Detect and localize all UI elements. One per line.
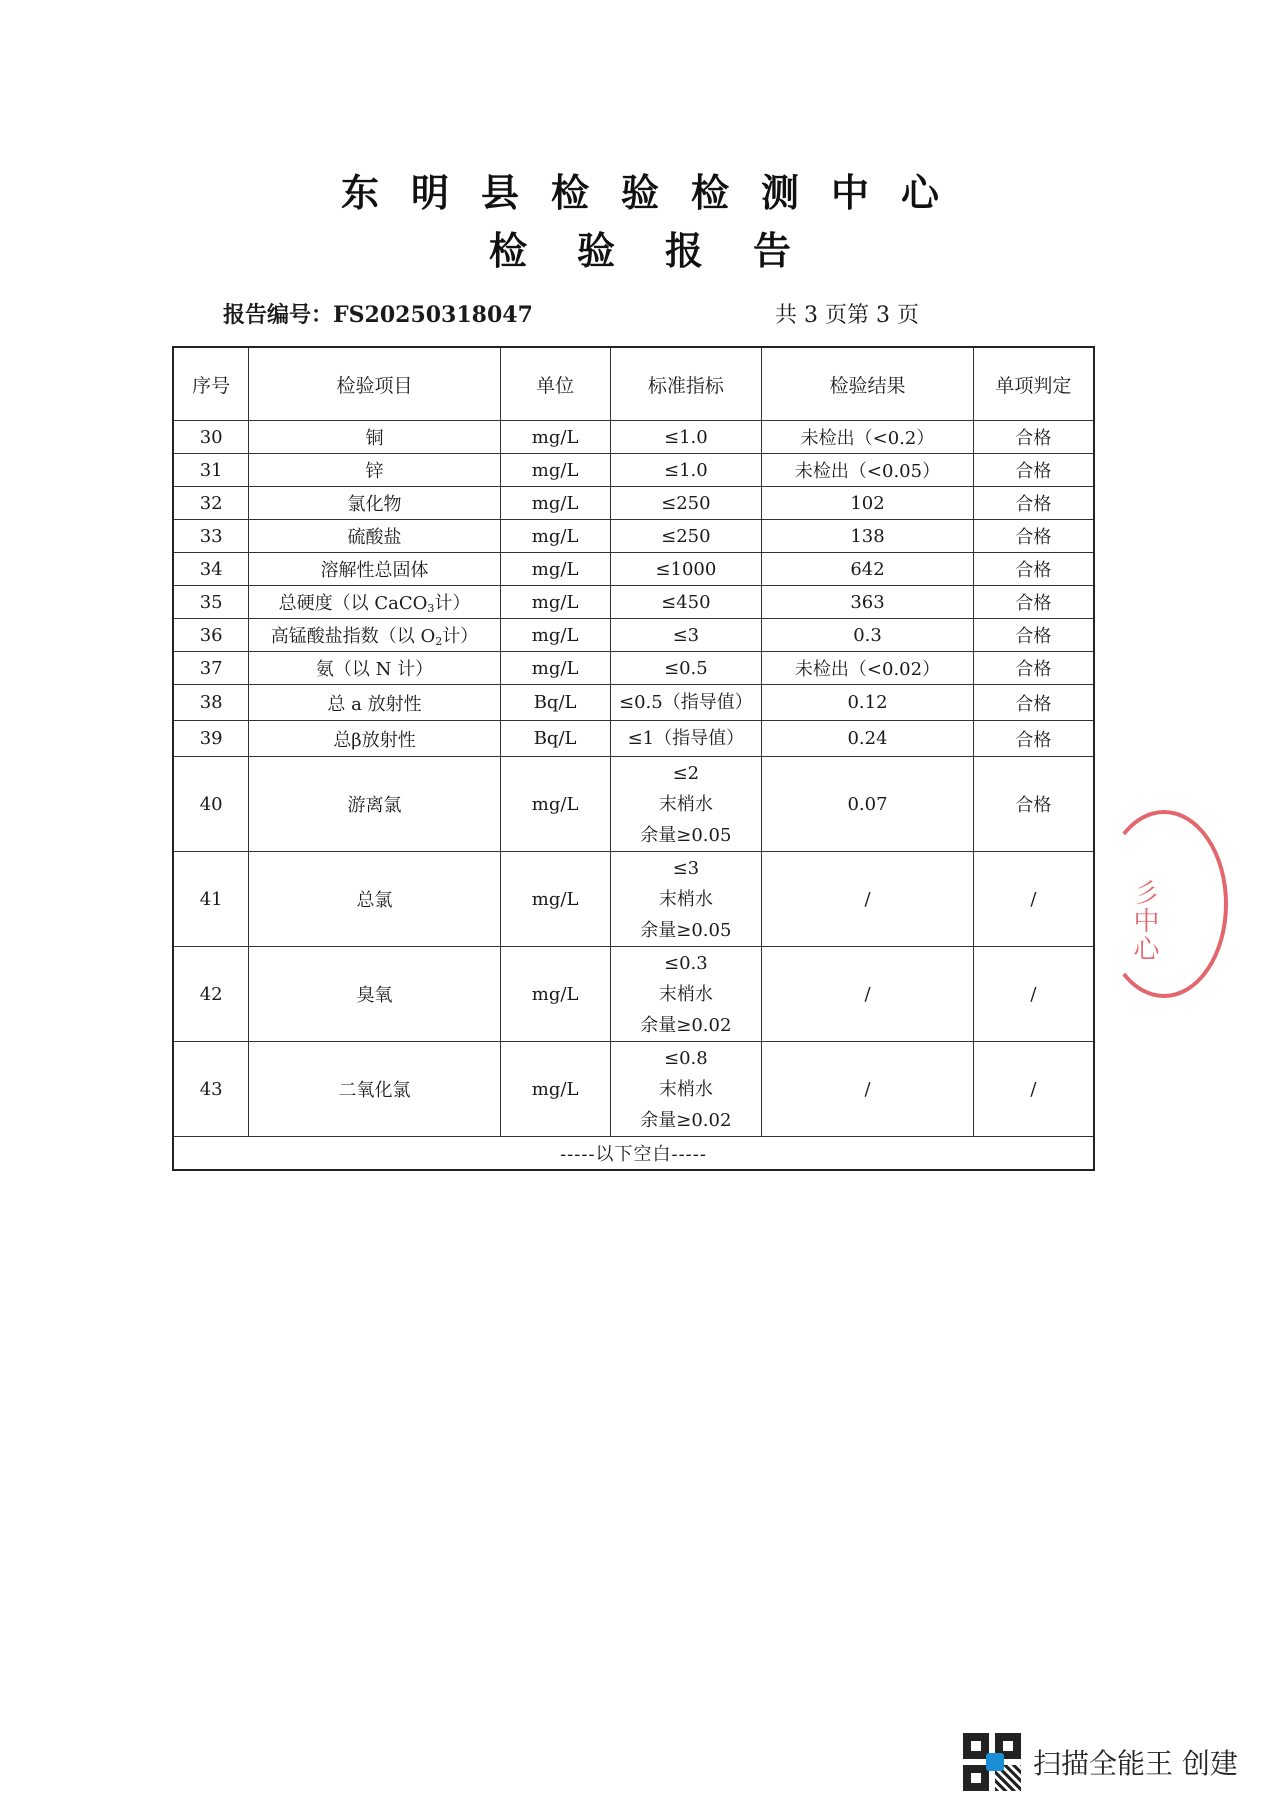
standard-line: ≤0.3 [663, 952, 708, 974]
row-number: 38 [173, 685, 249, 721]
verdict: 合格 [973, 487, 1094, 520]
table-row [173, 454, 1094, 487]
unit: mg/L [500, 757, 610, 852]
report-title: 检验报告 [488, 228, 841, 273]
test-result: / [762, 1042, 974, 1137]
verdict: 合格 [973, 721, 1094, 757]
standard-limit [610, 619, 762, 652]
standard-line: 余量≥0.05 [640, 919, 732, 941]
test-item-name: 氯化物 [347, 494, 402, 515]
unit: Bq/L [500, 685, 610, 721]
standard-line: ≤3 [672, 624, 700, 646]
standard-line: 末梢水 [658, 793, 713, 815]
test-item-name: 溶解性总固体 [320, 560, 429, 581]
row-number: 36 [173, 619, 249, 652]
test-item-name: 氨（以 N 计） [315, 659, 434, 680]
verdict: 合格 [973, 652, 1094, 685]
col-header-unit: 单位 [500, 347, 610, 421]
row-number: 33 [173, 520, 249, 553]
report-number [223, 298, 533, 329]
test-item [249, 487, 500, 520]
standard-line: ≤1.0 [663, 459, 708, 481]
verdict: 合格 [973, 685, 1094, 721]
test-result: 0.12 [762, 685, 974, 721]
test-item-subscript: 3 [427, 602, 435, 615]
report-number-label: 报告编号： [223, 302, 334, 328]
standard-line: 末梢水 [658, 1078, 713, 1100]
test-item-name: 总 a 放射性 [327, 693, 422, 715]
test-item-name: 硫酸盐 [347, 527, 402, 548]
table-row [173, 586, 1094, 619]
unit: Bq/L [500, 721, 610, 757]
blank-below-note: -----以下空白----- [173, 1137, 1094, 1171]
standard-line: 余量≥0.05 [640, 824, 732, 846]
report-number-value: FS20250318047 [333, 302, 533, 328]
standard-limit [610, 520, 762, 553]
row-number: 35 [173, 586, 249, 619]
test-item [249, 586, 500, 619]
row-number: 42 [173, 947, 249, 1042]
test-item [249, 685, 500, 721]
test-item [249, 454, 500, 487]
verdict: / [973, 947, 1094, 1042]
test-item [249, 520, 500, 553]
test-item-name: 总氯 [356, 890, 393, 911]
test-item [249, 757, 500, 852]
col-header-no: 序号 [173, 347, 249, 421]
row-number: 31 [173, 454, 249, 487]
test-item [249, 1042, 500, 1137]
test-item-name: 二氧化氯 [338, 1080, 411, 1101]
standard-line: ≤450 [661, 591, 711, 613]
standard-limit [610, 586, 762, 619]
test-item [249, 421, 500, 454]
verdict: 合格 [973, 421, 1094, 454]
org-title: 东明县检验检测中心 [340, 170, 971, 215]
table-row [173, 520, 1094, 553]
table-row [173, 652, 1094, 685]
test-result: 未检出（<0.2） [762, 421, 974, 454]
table-header [173, 347, 1094, 421]
standard-limit [610, 454, 762, 487]
test-item [249, 852, 500, 947]
table-row [173, 1042, 1094, 1137]
test-result: 0.07 [762, 757, 974, 852]
row-number: 34 [173, 553, 249, 586]
unit: mg/L [500, 947, 610, 1042]
verdict: 合格 [973, 619, 1094, 652]
unit: mg/L [500, 553, 610, 586]
seal-text: 彡中心 [1129, 879, 1159, 963]
test-result: 0.24 [762, 721, 974, 757]
test-item-name: 锌 [365, 461, 384, 482]
standard-limit [610, 721, 762, 757]
standard-line: ≤1000 [655, 558, 717, 580]
table-row [173, 852, 1094, 947]
test-item [249, 721, 500, 757]
test-result: 0.3 [762, 619, 974, 652]
test-item-name: 铜 [365, 428, 384, 449]
standard-line: 末梢水 [658, 888, 713, 910]
table-row [173, 619, 1094, 652]
unit: mg/L [500, 652, 610, 685]
row-number: 41 [173, 852, 249, 947]
standard-line: 余量≥0.02 [640, 1014, 732, 1036]
official-seal-stamp [1100, 810, 1228, 998]
standard-limit [610, 553, 762, 586]
standard-line: ≤3 [672, 857, 700, 879]
standard-limit [610, 685, 762, 721]
col-header-standard: 标准指标 [610, 347, 762, 421]
test-item [249, 619, 500, 652]
test-item [249, 553, 500, 586]
test-item [249, 947, 500, 1042]
unit: mg/L [500, 619, 610, 652]
test-result: / [762, 852, 974, 947]
row-number: 40 [173, 757, 249, 852]
verdict: 合格 [973, 757, 1094, 852]
row-number: 30 [173, 421, 249, 454]
standard-line: ≤250 [661, 525, 711, 547]
standard-line: ≤250 [661, 492, 711, 514]
table-row [173, 721, 1094, 757]
col-header-verdict: 单项判定 [973, 347, 1094, 421]
unit: mg/L [500, 852, 610, 947]
col-header-item: 检验项目 [249, 347, 500, 421]
test-result: / [762, 947, 974, 1042]
standard-line: 末梢水 [658, 983, 713, 1005]
table-row [173, 757, 1094, 852]
watermark-text: 扫描全能王 创建 [1033, 1747, 1238, 1780]
verdict: 合格 [973, 520, 1094, 553]
unit: mg/L [500, 454, 610, 487]
standard-limit [610, 487, 762, 520]
verdict: 合格 [973, 454, 1094, 487]
test-item-suffix: 计） [442, 626, 479, 647]
standard-limit [610, 757, 762, 852]
test-result: 363 [762, 586, 974, 619]
standard-limit [610, 652, 762, 685]
unit: mg/L [500, 520, 610, 553]
test-result: 未检出（<0.02） [762, 652, 974, 685]
unit: mg/L [500, 487, 610, 520]
test-item-name: 高锰酸盐指数（以 O [270, 626, 436, 647]
standard-line: ≤0.8 [663, 1047, 708, 1069]
test-item-name: 臭氧 [356, 985, 393, 1006]
standard-line: 余量≥0.02 [640, 1109, 732, 1131]
standard-limit [610, 1042, 762, 1137]
standard-line: ≤2 [672, 762, 700, 784]
table-row [173, 947, 1094, 1042]
test-item-suffix: 计） [434, 593, 471, 614]
test-item [249, 652, 500, 685]
standard-line: ≤0.5 [663, 657, 708, 679]
test-result: 642 [762, 553, 974, 586]
test-result: 102 [762, 487, 974, 520]
verdict: / [973, 1042, 1094, 1137]
test-result: 138 [762, 520, 974, 553]
standard-line: ≤1（指导值） [627, 728, 745, 749]
results-table [172, 346, 1095, 1171]
unit: mg/L [500, 421, 610, 454]
table-footer [173, 1137, 1094, 1171]
standard-line: ≤0.5（指导值） [618, 692, 753, 713]
standard-limit [610, 947, 762, 1042]
col-header-result: 检验结果 [762, 347, 974, 421]
test-item-name: 总β放射性 [333, 729, 416, 751]
table-row [173, 685, 1094, 721]
scanner-watermark [963, 1733, 1238, 1791]
row-number: 43 [173, 1042, 249, 1137]
verdict: 合格 [973, 553, 1094, 586]
test-result: 未检出（<0.05） [762, 454, 974, 487]
row-number: 37 [173, 652, 249, 685]
standard-line: ≤1.0 [663, 426, 708, 448]
verdict: / [973, 852, 1094, 947]
row-number: 39 [173, 721, 249, 757]
app-logo-icon [986, 1753, 1004, 1771]
page-info: 共 3 页第 3 页 [775, 303, 919, 328]
standard-limit [610, 852, 762, 947]
test-item-name: 游离氯 [347, 795, 402, 816]
verdict: 合格 [973, 586, 1094, 619]
standard-limit [610, 421, 762, 454]
table-row [173, 553, 1094, 586]
table-row [173, 487, 1094, 520]
test-item-name: 总硬度（以 CaCO [278, 593, 428, 614]
table-row [173, 421, 1094, 454]
unit: mg/L [500, 1042, 610, 1137]
unit: mg/L [500, 586, 610, 619]
row-number: 32 [173, 487, 249, 520]
test-item-subscript: 2 [435, 635, 443, 648]
